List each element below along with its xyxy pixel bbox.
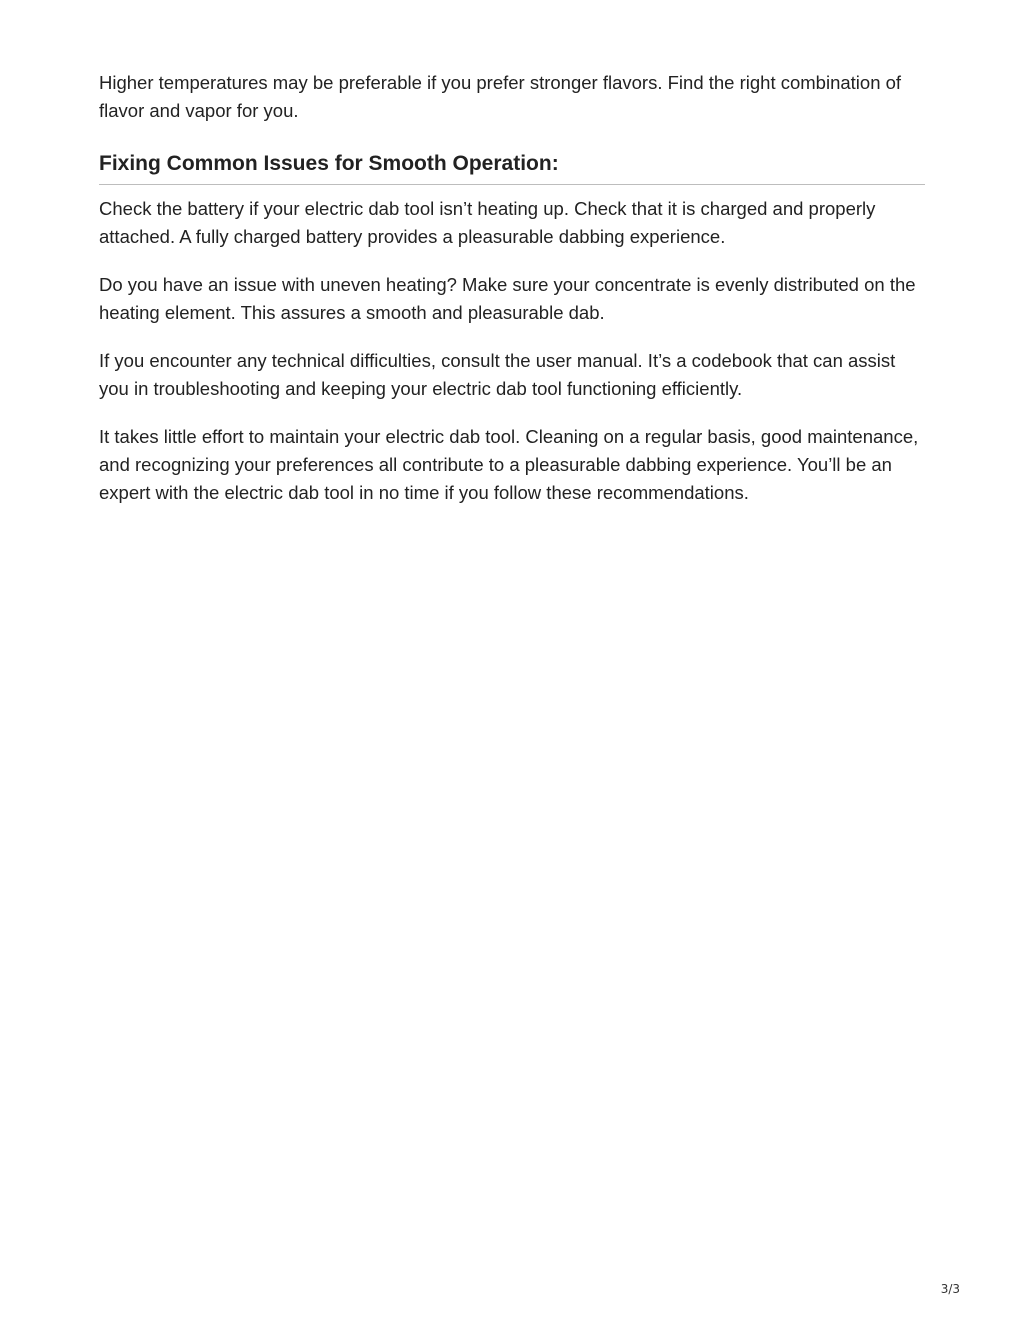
intro-paragraph: Higher temperatures may be preferable if you prefer stronger flavors. Find the right combination of flavor and vapor for you.: [99, 72, 902, 121]
page-number: 3/3: [940, 1282, 960, 1296]
document-body: [99, 69, 925, 527]
paragraph-uneven-heating: Do you have an issue with uneven heating? Make sure your concentrate is evenly distributed on the heating element. This assures a smooth and pleasurable dab.: [99, 274, 916, 323]
section-heading: Fixing Common Issues for Smooth Operation:: [99, 149, 925, 185]
paragraph-battery: Check the battery if your electric dab tool isn’t heating up. Check that it is charged and properly attached. A fully charged battery provides a pleasurable dabbing experience.: [99, 198, 876, 247]
paragraph-maintenance: It takes little effort to maintain your electric dab tool. Cleaning on a regular basis, good maintenance, and recognizing your preferences all contribute to a pleasurable dabbing experience. You’ll be an expert with the electric dab tool in no time if you follow these recommendations.: [99, 426, 919, 503]
paragraph-user-manual: If you encounter any technical difficulties, consult the user manual. It’s a codebook that can assist you in troubleshooting and keeping your electric dab tool functioning efficiently.: [99, 350, 896, 399]
